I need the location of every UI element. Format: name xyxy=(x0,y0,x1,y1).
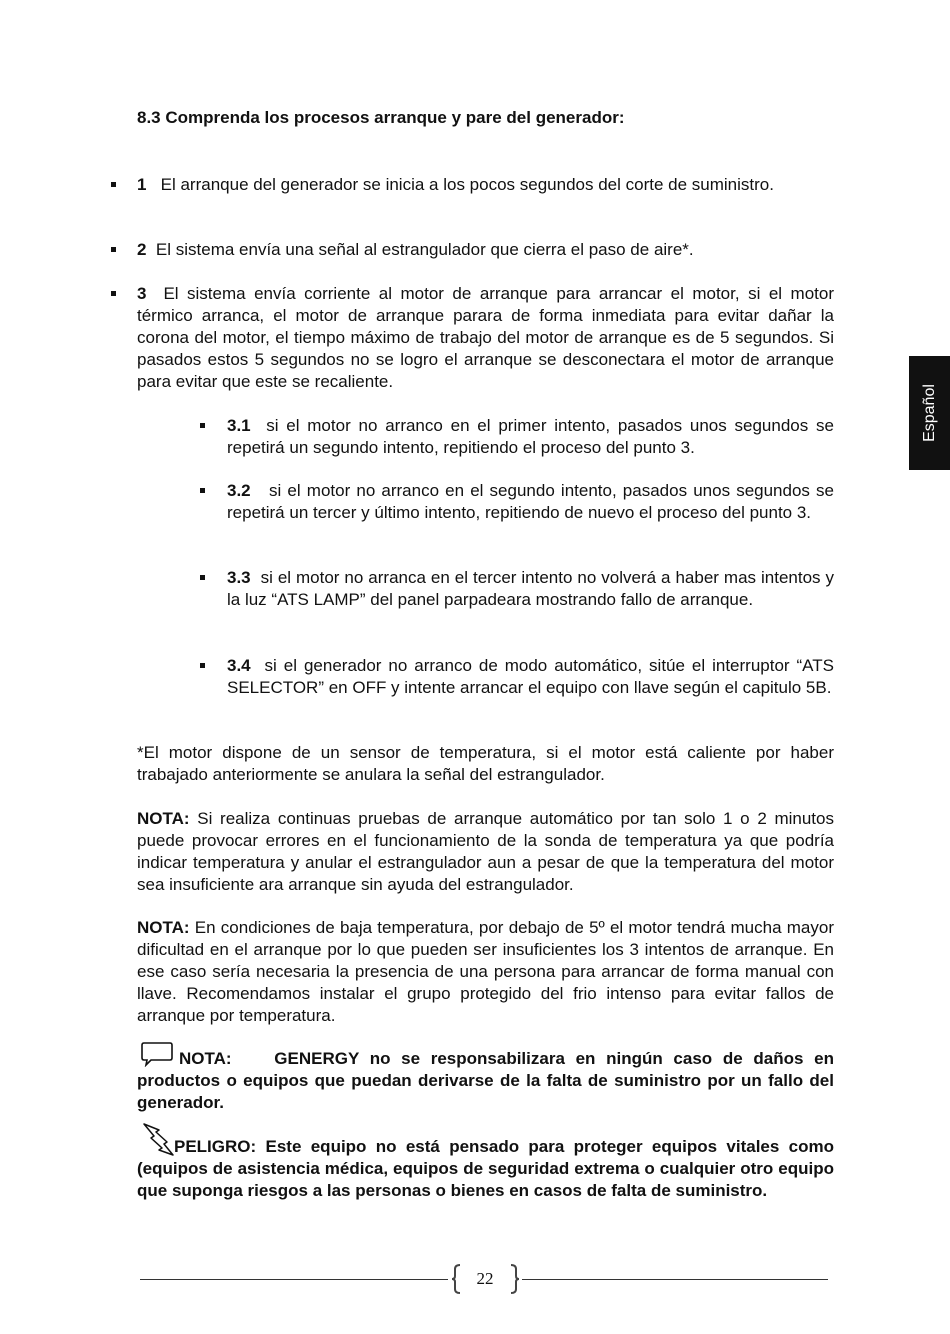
item-number: 2 xyxy=(137,240,147,259)
sub-list-item xyxy=(227,655,834,699)
danger-note xyxy=(137,1136,834,1202)
item-number: 1 xyxy=(137,175,147,194)
item-number: 3 xyxy=(137,284,147,303)
item-text: El sistema envía corriente al motor de arranque para arrancar el motor, si el motor térmico arranca, el motor de arranque parara de forma inmediata para evitar dañar la corona del motor, el tiempo máximo de trabajo del motor de arranque es de 5 segundos. Si pasados estos 5 segundos no se logro el arranque se desconectara el motor de arranque para evitar que este se recaliente. xyxy=(137,284,834,391)
item-number: 3.1 xyxy=(227,416,251,435)
note-label: NOTA: xyxy=(179,1049,232,1068)
page-number: 22 xyxy=(476,1269,494,1288)
item-text: si el motor no arranco en el primer intento, pasados unos segundos se repetirá un segundo intento, repitiendo el proceso del punto 3. xyxy=(227,416,834,457)
item-text: si el generador no arranco de modo automático, sitúe el interruptor “ATS SELECTOR” en OFF y intente arrancar el equipo con llave según el capitulo 5B. xyxy=(227,656,834,697)
footer-rule-left xyxy=(140,1279,448,1280)
note-2 xyxy=(137,917,834,1027)
sub-list-item xyxy=(227,480,834,524)
bullet xyxy=(200,663,205,668)
note-label: NOTA: xyxy=(137,809,190,828)
language-tab-label: Español xyxy=(920,384,938,442)
list-item xyxy=(137,239,834,261)
right-brace xyxy=(509,1264,521,1294)
bullet xyxy=(111,247,116,252)
list-item xyxy=(137,174,834,196)
sub-list-item xyxy=(227,415,834,459)
danger-label: PELIGRO: xyxy=(174,1137,257,1156)
item-text: El arranque del generador se inicia a los pocos segundos del corte de suministro. xyxy=(160,175,774,194)
left-brace xyxy=(450,1264,462,1294)
note-1 xyxy=(137,808,834,896)
bullet xyxy=(200,488,205,493)
item-text: si el motor no arranco en el segundo intento, pasados unos segundos se repetirá un tercer y último intento, repitiendo de nuevo el proceso del punto 3. xyxy=(227,481,834,522)
bullet xyxy=(111,182,116,187)
item-number: 3.3 xyxy=(227,568,251,587)
item-number: 3.4 xyxy=(227,656,251,675)
item-text: si el motor no arranca en el tercer intento no volverá a haber mas intentos y la luz “ATS LAMP” del panel parpadeara mostrando fallo de arranque. xyxy=(227,568,834,609)
footnote: *El motor dispone de un sensor de temperatura, si el motor está caliente por haber trabajado anteriormente se anulara la señal del estrangulador. xyxy=(137,743,834,784)
bullet xyxy=(200,423,205,428)
danger-text: Este equipo no está pensado para proteger equipos vitales como (equipos de asistencia médica, equipos de seguridad extrema o cualquier otro equipo que suponga riesgos a las personas o bienes en casos de falta de suministro. xyxy=(137,1137,834,1200)
note-text: En condiciones de baja temperatura, por debajo de 5º el motor tendrá mucha mayor dificultad en el arranque por lo que pueden ser insuficientes los 3 intentos de arranque. En ese caso sería necesaria la presencia de una persona para arrancar de forma manual con llave. Recomendamos instalar el grupo protegido del frio intenso para evitar fallos de arranque por temperatura. xyxy=(137,918,834,1025)
note-label: NOTA: xyxy=(137,918,190,937)
bullet xyxy=(200,575,205,580)
item-text: El sistema envía una señal al estrangulador que cierra el paso de aire*. xyxy=(155,240,694,259)
bullet xyxy=(111,291,116,296)
language-tab xyxy=(909,356,950,470)
footer-rule-right xyxy=(522,1279,828,1280)
note-text: Si realiza continuas pruebas de arranque automático por tan solo 1 o 2 minutos puede provocar errores en el funcionamiento de la sonda de temperatura ya que podría indicar temperatura y anular el estrangulador aun a pesar de que la temperatura del motor sea insuficiente ara arranque sin ayuda del estrangulador. xyxy=(137,809,834,894)
note-3 xyxy=(137,1048,834,1114)
sub-list-item xyxy=(227,567,834,611)
note-text: GENERGY no se responsabilizara en ningún caso de daños en productos o equipos que puedan derivarse de la falta de suministro por un fallo del generador. xyxy=(137,1049,834,1112)
list-item xyxy=(137,283,834,393)
section-heading: 8.3 Comprenda los procesos arranque y pare del generador: xyxy=(137,108,625,127)
item-number: 3.2 xyxy=(227,481,251,500)
